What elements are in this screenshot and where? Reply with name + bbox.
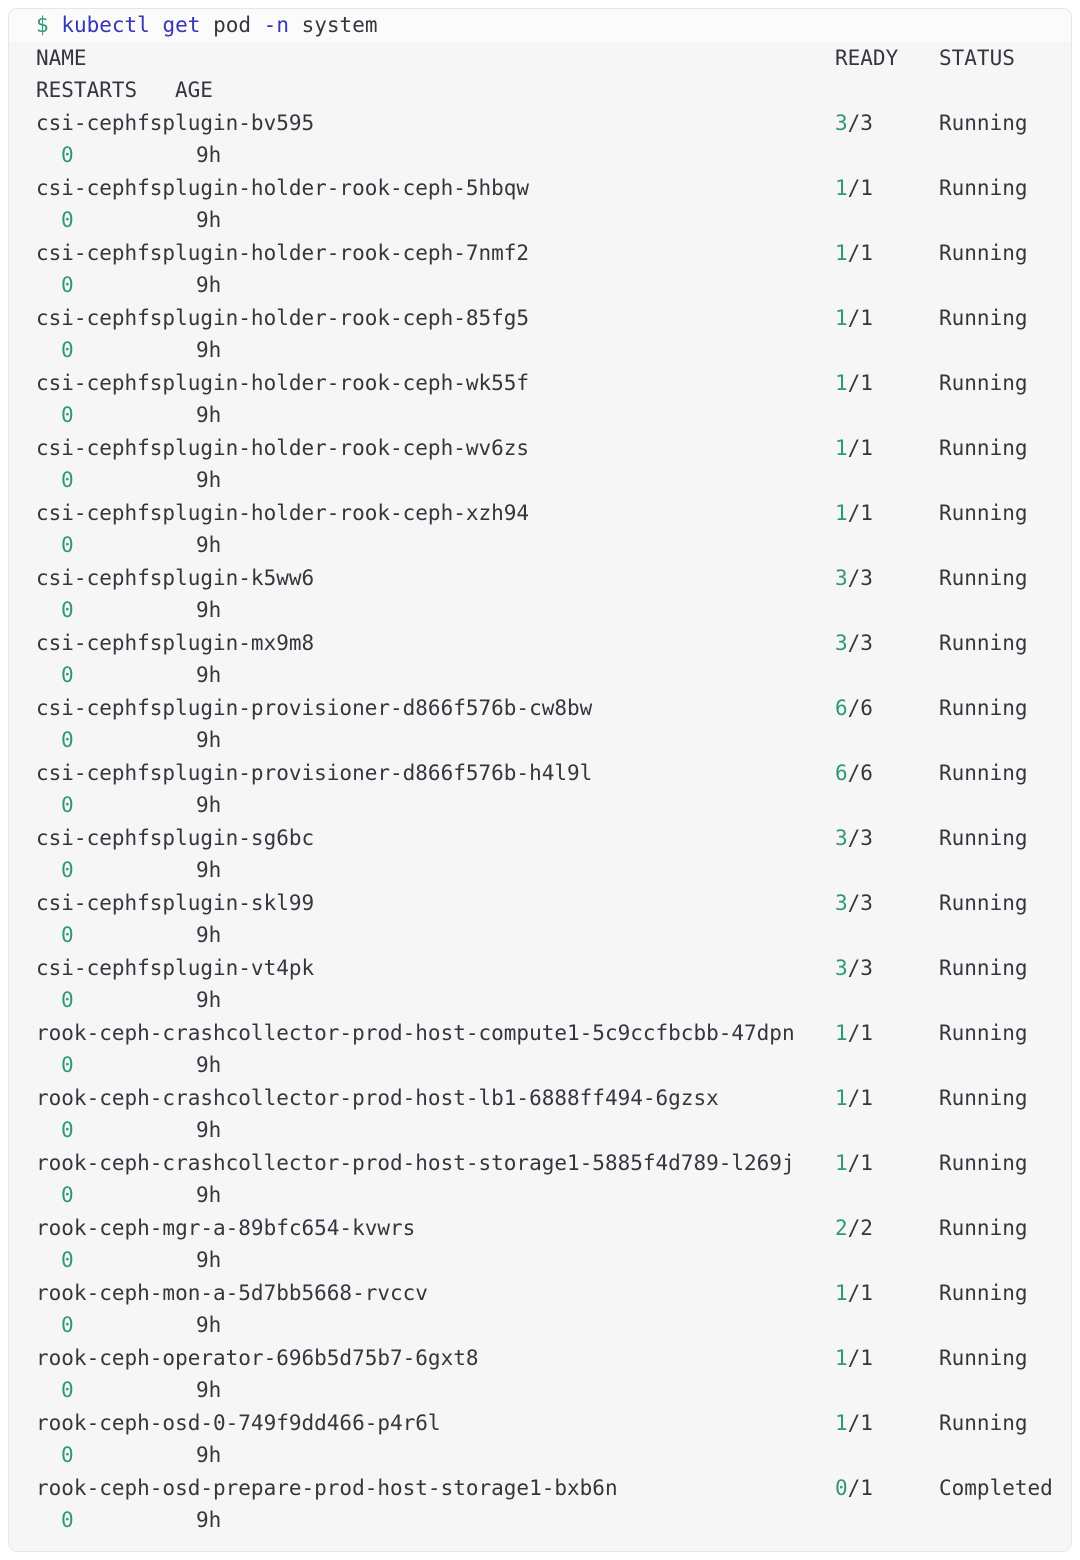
pod-name: rook-ceph-crashcollector-prod-host-compute1-5c9ccfbcbb-47dpn — [36, 1020, 795, 1045]
pod-age: 9h — [196, 468, 222, 492]
pod-row-main-line — [9, 1342, 1071, 1375]
pod-ready-total: /1 — [847, 1475, 873, 1500]
pod-ready-total: /3 — [847, 565, 873, 590]
pod-row-wrap-line — [9, 1114, 1071, 1147]
pod-ready — [835, 432, 873, 465]
pod-row-main-line — [9, 302, 1071, 335]
pod-row — [9, 172, 1071, 237]
pod-age: 9h — [196, 988, 222, 1012]
pod-name: rook-ceph-osd-0-749f9dd466-p4r6l — [36, 1410, 441, 1435]
pod-row-main-line — [9, 627, 1071, 660]
pod-row-wrap-line — [9, 464, 1071, 497]
pod-ready — [835, 627, 873, 660]
pod-restarts: 0 — [61, 1183, 74, 1207]
pod-ready — [835, 822, 873, 855]
pod-restarts: 0 — [61, 338, 74, 362]
pod-row — [9, 562, 1071, 627]
pod-ready-count: 1 — [835, 1410, 848, 1435]
pod-status: Running — [939, 1150, 1028, 1175]
pod-row — [9, 1407, 1071, 1472]
pod-ready-count: 3 — [835, 955, 848, 980]
pod-age: 9h — [196, 1508, 222, 1532]
pod-restarts: 0 — [61, 468, 74, 492]
pod-restarts: 0 — [61, 728, 74, 752]
pod-row-main-line — [9, 432, 1071, 465]
pod-row — [9, 952, 1071, 1017]
terminal-output — [9, 9, 1071, 1537]
pod-row — [9, 1472, 1071, 1537]
pod-age: 9h — [196, 728, 222, 752]
pod-status: Running — [939, 955, 1028, 980]
pod-status: Running — [939, 695, 1028, 720]
pod-row-main-line — [9, 1017, 1071, 1050]
pod-ready — [835, 302, 873, 335]
pod-ready-count: 1 — [835, 1020, 848, 1045]
pod-status: Running — [939, 435, 1028, 460]
pod-ready — [835, 497, 873, 530]
pod-age: 9h — [196, 1053, 222, 1077]
command-line — [9, 9, 1071, 42]
pod-status: Running — [939, 630, 1028, 655]
pod-ready — [835, 237, 873, 270]
pod-ready-total: /3 — [847, 955, 873, 980]
pod-row-wrap-line — [9, 1374, 1071, 1407]
pod-row-main-line — [9, 1407, 1071, 1440]
pod-row-wrap-line — [9, 789, 1071, 822]
pod-status: Running — [939, 825, 1028, 850]
pod-status: Running — [939, 1020, 1028, 1045]
pod-age: 9h — [196, 208, 222, 232]
pod-ready-total: /1 — [847, 1020, 873, 1045]
pod-row — [9, 627, 1071, 692]
pod-name: csi-cephfsplugin-provisioner-d866f576b-cw8bw — [36, 695, 593, 720]
pod-ready — [835, 562, 873, 595]
pod-age: 9h — [196, 1183, 222, 1207]
pod-name: csi-cephfsplugin-holder-rook-ceph-wk55f — [36, 370, 530, 395]
pod-name: csi-cephfsplugin-holder-rook-ceph-xzh94 — [36, 500, 530, 525]
pod-name: rook-ceph-osd-prepare-prod-host-storage1-bxb6n — [36, 1475, 618, 1500]
pod-restarts: 0 — [61, 923, 74, 947]
pod-ready-total: /1 — [847, 435, 873, 460]
pod-row-wrap-line — [9, 1049, 1071, 1082]
pod-row-wrap-line — [9, 854, 1071, 887]
shell-prompt: $ — [36, 13, 49, 37]
pod-name: rook-ceph-operator-696b5d75b7-6gxt8 — [36, 1345, 479, 1370]
pod-row — [9, 1277, 1071, 1342]
pod-ready-total: /2 — [847, 1215, 873, 1240]
pod-row-main-line — [9, 1472, 1071, 1505]
pod-row-main-line — [9, 757, 1071, 790]
pod-row — [9, 107, 1071, 172]
pod-age: 9h — [196, 1118, 222, 1142]
pod-status: Completed — [939, 1475, 1053, 1500]
pod-restarts: 0 — [61, 1118, 74, 1142]
pod-age: 9h — [196, 923, 222, 947]
pod-row-wrap-line — [9, 724, 1071, 757]
pod-age: 9h — [196, 143, 222, 167]
pod-status: Running — [939, 1215, 1028, 1240]
pod-ready — [835, 1407, 873, 1440]
pod-ready — [835, 1147, 873, 1180]
pod-row — [9, 1082, 1071, 1147]
pod-ready — [835, 1277, 873, 1310]
pod-row-main-line — [9, 1277, 1071, 1310]
pod-age: 9h — [196, 858, 222, 882]
pod-row-main-line — [9, 692, 1071, 725]
pod-ready — [835, 1212, 873, 1245]
pod-status: Running — [939, 760, 1028, 785]
pod-row-wrap-line — [9, 594, 1071, 627]
pod-row-main-line — [9, 887, 1071, 920]
pod-row-main-line — [9, 1212, 1071, 1245]
pod-ready-count: 2 — [835, 1215, 848, 1240]
pod-restarts: 0 — [61, 143, 74, 167]
pod-row-wrap-line — [9, 334, 1071, 367]
pod-ready-count: 3 — [835, 110, 848, 135]
pod-age: 9h — [196, 598, 222, 622]
pod-ready-count: 3 — [835, 890, 848, 915]
pod-status: Running — [939, 1085, 1028, 1110]
pod-restarts: 0 — [61, 598, 74, 622]
pod-name: csi-cephfsplugin-holder-rook-ceph-7nmf2 — [36, 240, 530, 265]
pod-restarts: 0 — [61, 1313, 74, 1337]
pod-ready-count: 1 — [835, 175, 848, 200]
pod-row — [9, 302, 1071, 367]
command-token: get — [162, 13, 201, 37]
command-token: pod — [213, 13, 252, 37]
pod-ready — [835, 367, 873, 400]
pod-restarts: 0 — [61, 1378, 74, 1402]
pod-ready-count: 3 — [835, 825, 848, 850]
pod-ready-count: 3 — [835, 630, 848, 655]
pod-ready — [835, 1017, 873, 1050]
pod-ready-total: /6 — [847, 695, 873, 720]
header-age: AGE — [175, 78, 213, 102]
header-status: STATUS — [939, 45, 1015, 70]
pod-restarts: 0 — [61, 533, 74, 557]
command-token: system — [301, 13, 378, 37]
pod-row — [9, 1147, 1071, 1212]
pod-restarts: 0 — [61, 1053, 74, 1077]
pod-age: 9h — [196, 1313, 222, 1337]
pod-status: Running — [939, 240, 1028, 265]
pod-ready-total: /1 — [847, 1085, 873, 1110]
pod-age: 9h — [196, 1443, 222, 1467]
pod-row-main-line — [9, 497, 1071, 530]
table-header-line-2 — [9, 74, 1071, 107]
pod-ready — [835, 107, 873, 140]
pod-restarts: 0 — [61, 403, 74, 427]
table-header-line-1 — [9, 42, 1071, 75]
pod-status: Running — [939, 1410, 1028, 1435]
pod-status: Running — [939, 1280, 1028, 1305]
pod-name: rook-ceph-crashcollector-prod-host-lb1-6888ff494-6gzsx — [36, 1085, 719, 1110]
pod-name: csi-cephfsplugin-holder-rook-ceph-85fg5 — [36, 305, 530, 330]
pod-restarts: 0 — [61, 663, 74, 687]
pod-ready-count: 1 — [835, 370, 848, 395]
pod-age: 9h — [196, 338, 222, 362]
pod-row — [9, 887, 1071, 952]
pod-row-wrap-line — [9, 139, 1071, 172]
command-token: kubectl — [61, 13, 150, 37]
pod-row-wrap-line — [9, 399, 1071, 432]
pod-status: Running — [939, 1345, 1028, 1370]
pod-age: 9h — [196, 403, 222, 427]
pod-restarts: 0 — [61, 1248, 74, 1272]
pod-age: 9h — [196, 793, 222, 817]
pod-row — [9, 497, 1071, 562]
header-name: NAME — [36, 45, 87, 70]
header-restarts: RESTARTS — [36, 78, 138, 102]
pod-row-main-line — [9, 237, 1071, 270]
pod-row-main-line — [9, 562, 1071, 595]
pod-row — [9, 757, 1071, 822]
pod-ready-count: 3 — [835, 565, 848, 590]
pod-row-main-line — [9, 952, 1071, 985]
pod-row-main-line — [9, 367, 1071, 400]
pod-status: Running — [939, 305, 1028, 330]
pod-age: 9h — [196, 1248, 222, 1272]
pod-name: csi-cephfsplugin-skl99 — [36, 890, 315, 915]
pod-restarts: 0 — [61, 988, 74, 1012]
pod-name: csi-cephfsplugin-k5ww6 — [36, 565, 315, 590]
pod-row-main-line — [9, 172, 1071, 205]
pod-ready-total: /1 — [847, 305, 873, 330]
command-text — [49, 13, 378, 37]
pod-age: 9h — [196, 1378, 222, 1402]
pod-status: Running — [939, 890, 1028, 915]
pod-ready-count: 0 — [835, 1475, 848, 1500]
pod-ready-total: /6 — [847, 760, 873, 785]
pod-ready — [835, 172, 873, 205]
pod-status: Running — [939, 565, 1028, 590]
pod-ready-count: 1 — [835, 1150, 848, 1175]
pod-row-wrap-line — [9, 1309, 1071, 1342]
pod-row — [9, 692, 1071, 757]
pod-row-wrap-line — [9, 269, 1071, 302]
pod-ready — [835, 952, 873, 985]
pod-age: 9h — [196, 533, 222, 557]
pod-ready-count: 1 — [835, 1345, 848, 1370]
pod-ready-total: /3 — [847, 825, 873, 850]
pod-row-wrap-line — [9, 204, 1071, 237]
pod-ready-count: 6 — [835, 695, 848, 720]
pod-row-main-line — [9, 1082, 1071, 1115]
pod-name: csi-cephfsplugin-bv595 — [36, 110, 315, 135]
pod-name: csi-cephfsplugin-sg6bc — [36, 825, 315, 850]
pod-restarts: 0 — [61, 1508, 74, 1532]
pod-status: Running — [939, 500, 1028, 525]
pod-ready-count: 1 — [835, 1085, 848, 1110]
pod-restarts: 0 — [61, 1443, 74, 1467]
pod-row — [9, 237, 1071, 302]
pod-ready-total: /1 — [847, 1280, 873, 1305]
pod-row-wrap-line — [9, 1179, 1071, 1212]
pod-ready-total: /1 — [847, 1345, 873, 1370]
pod-restarts: 0 — [61, 273, 74, 297]
command-token: -n — [263, 13, 289, 37]
pod-ready — [835, 887, 873, 920]
pod-ready-count: 1 — [835, 500, 848, 525]
pod-ready-total: /1 — [847, 500, 873, 525]
pod-ready-count: 1 — [835, 305, 848, 330]
pod-name: csi-cephfsplugin-mx9m8 — [36, 630, 315, 655]
pod-row-wrap-line — [9, 659, 1071, 692]
pod-row — [9, 1212, 1071, 1277]
pod-list — [9, 107, 1071, 1537]
pod-name: csi-cephfsplugin-holder-rook-ceph-wv6zs — [36, 435, 530, 460]
pod-row — [9, 822, 1071, 887]
pod-row-wrap-line — [9, 1244, 1071, 1277]
pod-ready — [835, 1342, 873, 1375]
pod-row-wrap-line — [9, 529, 1071, 562]
pod-ready-count: 1 — [835, 435, 848, 460]
pod-ready — [835, 1472, 873, 1505]
pod-ready-total: /1 — [847, 1410, 873, 1435]
pod-status: Running — [939, 110, 1028, 135]
pod-name: rook-ceph-crashcollector-prod-host-storage1-5885f4d789-l269j — [36, 1150, 795, 1175]
pod-ready-total: /3 — [847, 110, 873, 135]
pod-restarts: 0 — [61, 858, 74, 882]
pod-restarts: 0 — [61, 793, 74, 817]
pod-ready-count: 6 — [835, 760, 848, 785]
pod-name: csi-cephfsplugin-holder-rook-ceph-5hbqw — [36, 175, 530, 200]
pod-row — [9, 432, 1071, 497]
pod-name: rook-ceph-mgr-a-89bfc654-kvwrs — [36, 1215, 416, 1240]
pod-age: 9h — [196, 273, 222, 297]
pod-status: Running — [939, 175, 1028, 200]
pod-row — [9, 367, 1071, 432]
pod-ready — [835, 1082, 873, 1115]
pod-row-wrap-line — [9, 1439, 1071, 1472]
pod-ready — [835, 757, 873, 790]
pod-row-main-line — [9, 822, 1071, 855]
pod-ready-total: /3 — [847, 890, 873, 915]
pod-row — [9, 1342, 1071, 1407]
pod-age: 9h — [196, 663, 222, 687]
pod-row-main-line — [9, 107, 1071, 140]
pod-ready-total: /3 — [847, 630, 873, 655]
pod-ready — [835, 692, 873, 725]
pod-ready-total: /1 — [847, 1150, 873, 1175]
pod-row-wrap-line — [9, 1504, 1071, 1537]
pod-row-wrap-line — [9, 984, 1071, 1017]
pod-ready-count: 1 — [835, 1280, 848, 1305]
pod-restarts: 0 — [61, 208, 74, 232]
pod-name: csi-cephfsplugin-vt4pk — [36, 955, 315, 980]
pod-ready-total: /1 — [847, 240, 873, 265]
pod-row-main-line — [9, 1147, 1071, 1180]
pod-ready-total: /1 — [847, 370, 873, 395]
pod-row-wrap-line — [9, 919, 1071, 952]
header-ready: READY — [835, 45, 899, 70]
pod-ready-total: /1 — [847, 175, 873, 200]
pod-status: Running — [939, 370, 1028, 395]
pod-ready-count: 1 — [835, 240, 848, 265]
pod-name: rook-ceph-mon-a-5d7bb5668-rvccv — [36, 1280, 428, 1305]
terminal-card — [8, 8, 1072, 1552]
pod-name: csi-cephfsplugin-provisioner-d866f576b-h4l9l — [36, 760, 593, 785]
pod-row — [9, 1017, 1071, 1082]
